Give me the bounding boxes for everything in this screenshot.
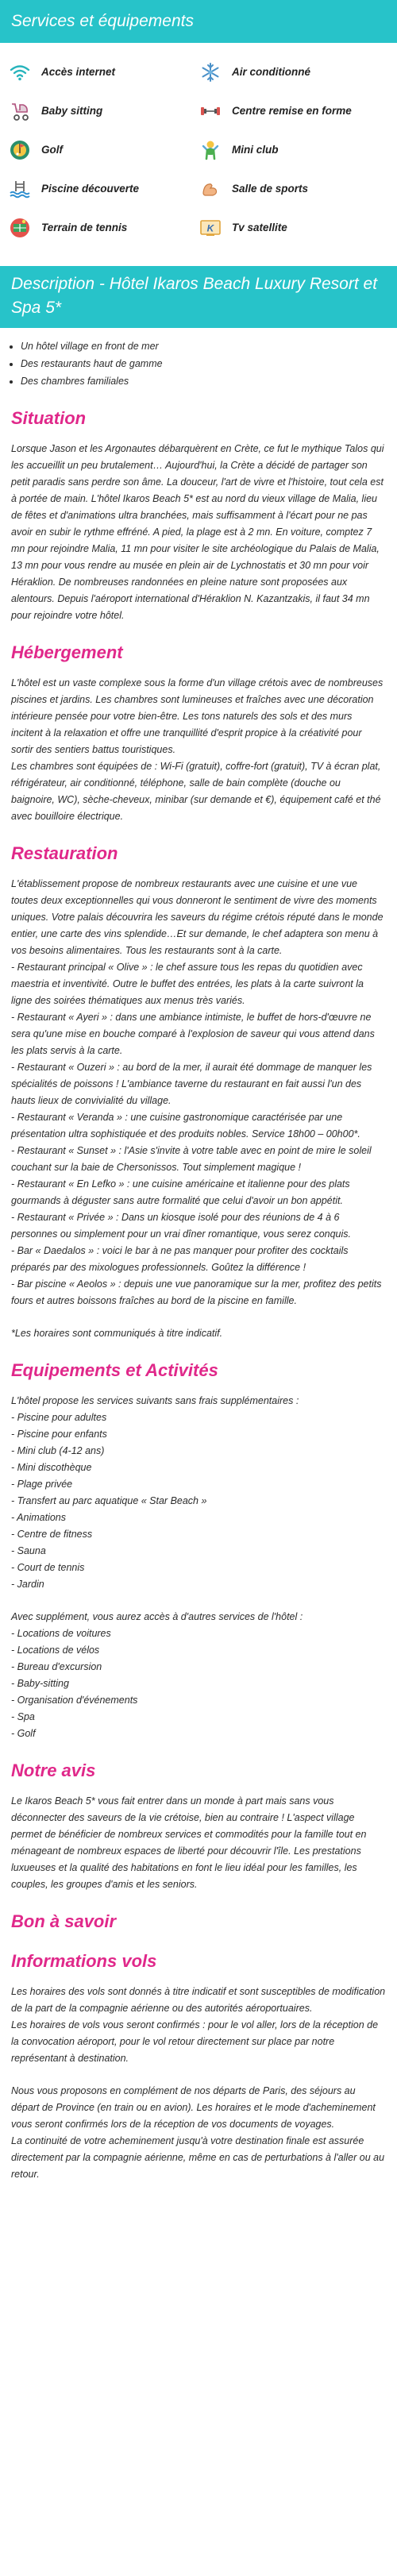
snowflake-icon [198,60,222,84]
services-grid [0,52,397,250]
vols-text-4: La continuité de votre acheminement jusqu'à votre destination finale est assurée directement par la compagnie aérienne, même en cas de perturbations à l'aller ou au retour. [11,2135,385,2180]
spacer [11,1593,386,1609]
list-item: - Plage privée [11,1479,73,1490]
vols-heading: Informations vols [11,1951,157,1971]
service-label: Accès internet [41,66,116,78]
vols-text-2: Les horaires de vols vous seront confirmés : pour le vol aller, lors de la réception de la convocation aéroport, pour le vol retour directement sur place par notre représentant à destination. [11,2019,379,2064]
service-baby-sitting [8,96,198,125]
hebergement-heading: Hébergement [11,642,123,662]
list-item: • Un hôtel village en front de mer [21,337,386,355]
list-item: - Organisation d'événements [11,1695,138,1706]
avis-text: Le Ikaros Beach 5* vous fait entrer dans un monde à part mais sans vous déconnecter des saveurs de la vie crétoise, bien au contraire ! L'aspect village permet de bénéficier de nombreux services et commodités pour la famille tout en ménageant de nombreux espaces de liberté pour découvrir l'île. Les prestations luxueuses et la qualité des habitations en font le lieu idéal pour les familles, les couples, les groupes d'amis et les seniors. [11,1795,367,1890]
situation-text: Lorsque Jason et les Argonautes débarquèrent en Crète, ce fut le mythique Talos qui les accueillit un peu brutalement… Aujourd'hui, la Crète a décidé de partager son petit paradis sans perdre son âme. La douceur, l'art de vivre et l'histoire, tout cela est à portée de main. L'hôtel Ikaros Beach 5* est au nord du vieux village de Malia, lieu de fêtes et d'animations ultra branchées, mais suffisamment à l'écart pour ne pas avoir en subir le rythme effréné. A pied, la plage est à 2 mn. En voiture, comptez 7 mn pour rejoindre Malia, 11 mn pour visiter le site archéologique du Palais de Malia, 13 mn pour vous rendre au musée en plein air de Lychnostatis et 30 mn pour voir Héraklion. De nombreuses randonnées en pleine nature sont proposées aux alentours. Depuis l'aéroport international d'Héraklion N. Kazantzakis, il faut 34 mn pour rejoindre votre hôtel. [11,443,384,621]
hebergement-equipment-text: Les chambres sont équipées de : Wi-Fi (gratuit), coffre-fort (gratuit), TV à écran plat, réfrigérateur, air conditionné, téléphone, salle de bain complète (douche ou baignoire, WC), sèche-cheveux, minibar (sur demande et €), équipement café et thé avec bouilloire électrique. [11,761,381,822]
equipements-heading: Equipements et Activités [11,1360,218,1380]
restaurant-item: - Restaurant « En Lefko » : une cuisine américaine et italienne pour des plats gourmands à déguster sans autre formalité que celui d'avoir un bon appétit. [11,1178,350,1206]
tv-icon [198,216,222,240]
list-item: - Baby-sitting [11,1678,69,1689]
list-item: - Piscine pour enfants [11,1429,107,1440]
vols-text-1: Les horaires des vols sont donnés à titre indicatif et sont susceptibles de modification de la part de la compagnie aérienne ou des autorités aéroportuaires. [11,1986,386,2014]
restauration-heading: Restauration [11,843,118,863]
spacer [11,2067,386,2083]
service-label: Baby sitting [41,105,103,117]
list-item: - Mini club (4-12 ans) [11,1445,105,1456]
service-label: Centre remise en forme [232,105,352,117]
services-banner [0,0,397,43]
svg-text:K: K [206,222,214,233]
list-item: - Transfert au parc aquatique « Star Beach » [11,1495,207,1506]
restaurant-item: - Restaurant « Ouzeri » : au bord de la mer, il aurait été dommage de manquer les spécialités de poissons ! L'ambiance taverne du restaurant en fait aussi l'un des hauts lieux de convivialité du village. [11,1062,372,1106]
list-item: - Spa [11,1711,35,1722]
avis-heading: Notre avis [11,1760,96,1780]
service-air-conditioning [198,57,389,87]
service-label: Golf [41,144,63,156]
hebergement-text: L'hôtel est un vaste complexe sous la forme d'un village crétois avec de nombreuses piscines et jardins. Les chambres sont lumineuses et fraîches avec une décoration intérieure pensée pour votre bien-être. Les tons naturels des sols et des murs incitent à la relaxation et offre une tranquillité d'esprit propice à la créativité pour sortir des sentiers battus touristiques. [11,677,384,755]
list-item: - Piscine pour adultes [11,1412,107,1423]
equipements-paid-intro: Avec supplément, vous aurez accès à d'autres services de l'hôtel : [11,1611,303,1622]
list-item: - Locations de voitures [11,1628,111,1639]
service-label: Air conditionné [232,66,310,78]
restaurant-item: - Restaurant « Sunset » : l'Asie s'invite à votre table avec en point de mire le soleil couchant sur la baie de Chersonissos. Tout simplement magique ! [11,1145,372,1173]
sports-hall-icon [198,177,222,201]
tennis-icon [8,216,32,240]
paid-services-list [11,1625,386,1742]
service-pool [8,174,198,203]
list-item: - Sauna [11,1545,46,1556]
vols-text-3: Nous vous proposons en complément de nos départs de Paris, des séjours au départ de Province (en train ou en avion). Les horaires et le mode d'acheminement vous seront confirmés lors de la réception de vos documents de voyages. [11,2085,376,2130]
situation-heading: Situation [11,408,87,428]
service-golf [8,135,198,164]
service-sports-hall [198,174,389,203]
equipements-free-intro: L'hôtel propose les services suivants sans frais supplémentaires : [11,1395,299,1406]
list-item: • Des chambres familiales [21,372,386,390]
highlights-list [11,337,386,390]
list-item: - Animations [11,1512,67,1523]
services-title: Services et équipements [11,12,194,30]
restaurant-item: - Bar « Daedalos » : voici le bar à ne pas manquer pour profiter des cocktails préparés par des mixologues professionnels. Goûtez la différence ! [11,1245,349,1273]
restaurant-item: - Restaurant « Ayeri » : dans une ambiance intimiste, le buffet de hors-d'œuvre ne sera qu'une mise en bouche comparé à l'explosion de saveur qui vous attend dans les plats servis à la carte. [11,1012,375,1056]
list-item: - Golf [11,1728,36,1739]
mini-club-icon [198,138,222,162]
restaurant-item: - Restaurant « Veranda » : une cuisine gastronomique caractérisée par une présentation ultra sophistiquée et des produits nobles. Service 18h00 – 00h00*. [11,1112,360,1140]
service-label: Tv satellite [232,222,287,233]
restaurant-item: - Bar piscine « Aeolos » : depuis une vue panoramique sur la mer, profitez des petits fours et autres boissons fraîches au bord de la piscine en famille. [11,1278,382,1306]
free-services-list [11,1409,386,1593]
list-item: - Centre de fitness [11,1529,93,1540]
restauration-intro: L'établissement propose de nombreux restaurants avec une cuisine et une vue toutes deux exceptionnelles qui vous donneront le sentiment de vivre des moments uniques. Votre palais découvrira les saveurs du régime crétois réputé dans le monde entier, une carte des vins splendide…Et sur demande, le chef adaptera son menu à vos besoins alimentaires. Tous les restaurants sont à la carte. [11,878,384,956]
service-label: Mini club [232,144,279,156]
service-mini-club [198,135,389,164]
golf-icon [8,138,32,162]
service-label: Salle de sports [232,183,309,195]
service-label: Piscine découverte [41,183,140,195]
description-title: Description - Hôtel Ikaros Beach Luxury Resort et Spa 5* [11,275,378,317]
service-internet [8,57,198,87]
bon-savoir-heading: Bon à savoir [11,1911,117,1931]
service-tennis [8,213,198,242]
restaurant-item: - Restaurant principal « Olive » : le chef assure tous les repas du quotidien avec maestria et inventivité. Outre le buffet des entrées, les plats à la carte suivront la ligne des soirées thématiques aux menus très variés. [11,962,364,1006]
list-item: - Jardin [11,1579,44,1590]
restaurant-item: - Restaurant « Privée » : Dans un kiosque isolé pour des réunions de 4 à 6 personnes ou simplement pour un vrai dîner romantique, vous serez conquis. [11,1212,352,1240]
description-banner [0,266,397,328]
dumbbell-icon [198,99,222,123]
pool-icon [8,177,32,201]
list-item: • Des restaurants haut de gamme [21,355,386,372]
description-content [0,337,397,2183]
list-item: - Bureau d'excursion [11,1661,102,1672]
list-item: - Court de tennis [11,1562,85,1573]
restauration-note: *Les horaires sont communiqués à titre indicatif. [11,1328,223,1339]
wifi-icon [8,60,32,84]
baby-stroller-icon [8,99,32,123]
list-item: - Locations de vélos [11,1645,100,1656]
service-fitness [198,96,389,125]
service-tv [198,213,389,242]
service-label: Terrain de tennis [41,222,128,233]
list-item: - Mini discothèque [11,1462,92,1473]
